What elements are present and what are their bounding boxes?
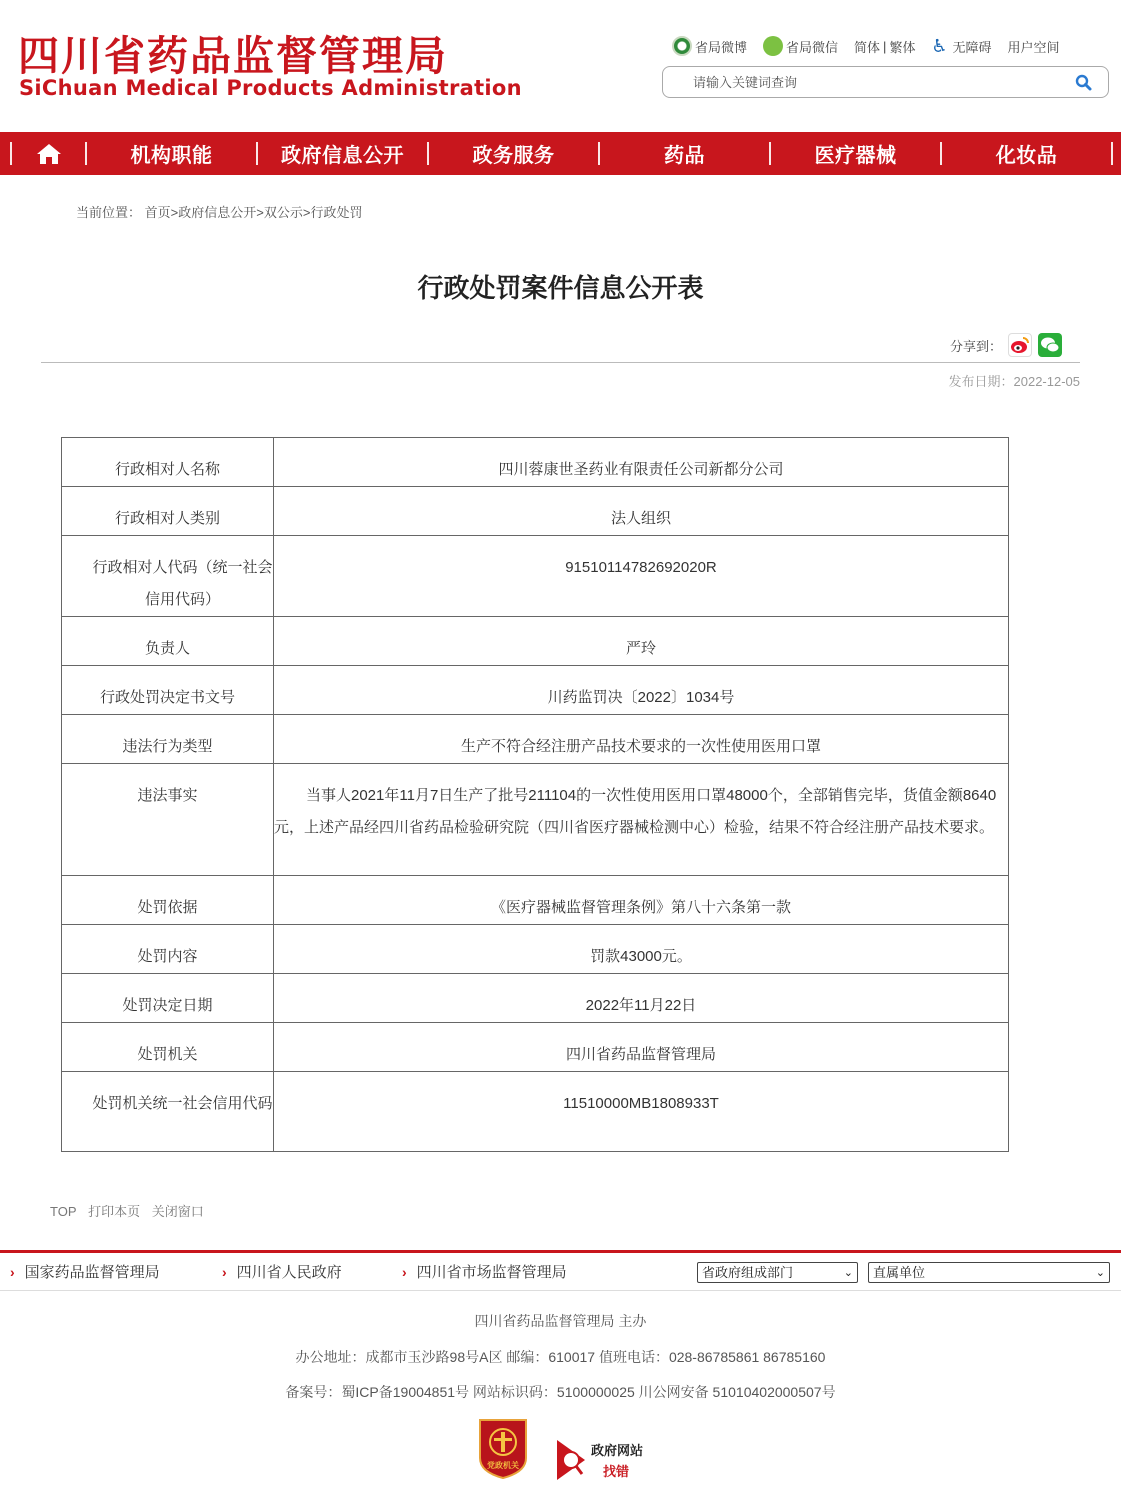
breadcrumb-sep: >	[170, 205, 179, 220]
table-row	[62, 1072, 1009, 1152]
row-label: 处罚机关	[62, 1023, 274, 1072]
breadcrumb-gov-info[interactable]: 政府信息公开	[178, 205, 257, 220]
chevron-down-icon: ⌄	[843, 1267, 853, 1279]
row-label: 负责人	[62, 617, 274, 666]
nav-item-cosmetics[interactable]: 化妆品	[995, 145, 1058, 167]
nav-item-gov-services[interactable]: 政务服务	[472, 145, 555, 167]
share-label: 分享到：	[950, 338, 1003, 354]
table-row	[62, 764, 1009, 876]
row-label: 处罚内容	[62, 925, 274, 974]
error-report-title: 政府网站	[591, 1443, 644, 1458]
share-weibo-button[interactable]	[1008, 333, 1032, 357]
row-label: 处罚机关统一社会信用代码	[62, 1072, 274, 1152]
home-icon	[36, 143, 62, 165]
search-icon	[1074, 73, 1094, 93]
breadcrumb-sep: >	[302, 205, 311, 220]
breadcrumb-prefix: 当前位置：	[76, 205, 142, 220]
row-value: 11510000MB1808933T	[274, 1072, 1009, 1152]
nav-divider	[256, 142, 258, 165]
select-provincial-departments[interactable]	[697, 1262, 858, 1283]
weibo-icon	[672, 36, 692, 56]
site-logo-english[interactable]: SiChuan Medical Products Administration	[19, 76, 522, 100]
simplified-chinese-link[interactable]: 简体	[854, 39, 881, 55]
link-sichuan-gov[interactable]: › 四川省人民政府	[222, 1262, 342, 1283]
table-row	[62, 925, 1009, 974]
row-value: 四川省药品监督管理局	[274, 1023, 1009, 1072]
row-label: 违法行为类型	[62, 715, 274, 764]
breadcrumb-double-publicity[interactable]: 双公示	[263, 205, 303, 220]
breadcrumb	[76, 204, 362, 222]
table-row	[62, 715, 1009, 764]
row-label: 违法事实	[62, 764, 274, 876]
nav-divider	[85, 142, 87, 165]
friend-links-bar	[0, 1253, 1121, 1291]
gov-site-error-report-badge[interactable]	[555, 1438, 665, 1484]
row-label: 处罚依据	[62, 876, 274, 925]
row-value: 四川蓉康世圣药业有限责任公司新都分公司	[274, 438, 1009, 487]
party-gov-badge[interactable]	[476, 1418, 530, 1480]
select-provincial-departments-value: 省政府组成部门	[702, 1265, 794, 1280]
user-space-link[interactable]: 用户空间	[1007, 39, 1060, 55]
nav-item-institution[interactable]: 机构职能	[130, 145, 213, 167]
search-button[interactable]	[1074, 73, 1094, 93]
party-gov-emblem-icon	[476, 1418, 530, 1480]
breadcrumb-penalty[interactable]: 行政处罚	[310, 205, 363, 220]
search-box	[662, 66, 1109, 98]
row-label: 处罚决定日期	[62, 974, 274, 1023]
table-row	[62, 974, 1009, 1023]
party-gov-badge-text: 党政机关	[487, 1461, 519, 1470]
wechat-icon	[763, 36, 783, 56]
close-window-link[interactable]: 关闭窗口	[151, 1204, 204, 1219]
site-logo-chinese[interactable]: 四川省药品监督管理局	[18, 32, 448, 80]
row-label: 行政相对人代码（统一社会信用代码）	[62, 536, 274, 617]
share-wechat-button[interactable]	[1038, 333, 1062, 357]
table-row	[62, 536, 1009, 617]
chevron-down-icon: ⌄	[1095, 1267, 1105, 1279]
row-value: 川药监罚决〔2022〕1034号	[274, 666, 1009, 715]
row-label: 行政相对人名称	[62, 438, 274, 487]
table-row	[62, 1023, 1009, 1072]
search-input[interactable]	[693, 72, 1053, 92]
row-value: 2022年11月22日	[274, 974, 1009, 1023]
page-tools	[50, 1203, 212, 1221]
nav-divider	[427, 142, 429, 165]
title-divider	[41, 362, 1080, 363]
row-label: 行政处罚决定书文号	[62, 666, 274, 715]
wechat-share-icon	[1039, 334, 1061, 356]
link-sichuan-market-supervision[interactable]: › 四川省市场监督管理局	[402, 1262, 567, 1283]
error-report-subtitle: 找错	[603, 1464, 630, 1479]
table-row	[62, 487, 1009, 536]
top-links	[672, 34, 1059, 58]
link-nmpa[interactable]: › 国家药品监督管理局	[10, 1262, 160, 1283]
row-value: 《医疗器械监督管理条例》第八十六条第一款	[274, 876, 1009, 925]
nav-divider	[940, 142, 942, 165]
row-value: 法人组织	[274, 487, 1009, 536]
print-page-link[interactable]: 打印本页	[88, 1204, 141, 1219]
nav-item-drugs[interactable]: 药品	[664, 145, 705, 167]
table-row	[62, 438, 1009, 487]
page-title: 行政处罚案件信息公开表	[417, 273, 704, 303]
language-switch	[854, 37, 915, 56]
publish-date: 发布日期：2022-12-05	[948, 374, 1080, 389]
select-affiliated-units[interactable]	[868, 1262, 1110, 1283]
weibo-share-icon	[1009, 334, 1031, 356]
nav-divider	[1111, 142, 1113, 165]
table-row	[62, 876, 1009, 925]
select-affiliated-units-value: 直属单位	[873, 1265, 926, 1280]
row-value: 生产不符合经注册产品技术要求的一次性使用医用口罩	[274, 715, 1009, 764]
accessibility-icon: ♿	[931, 36, 948, 56]
site-header	[0, 0, 1121, 132]
row-value: 严玲	[274, 617, 1009, 666]
nav-divider	[10, 142, 12, 165]
nav-item-gov-info[interactable]: 政府信息公开	[281, 145, 404, 167]
row-value: 当事人2021年11月7日生产了批号211104的一次性使用医用口罩48000个，全部销售完毕，货值金额8640元，上述产品经四川省药品检验研究院（四川省医疗器械检测中心）检验，结果不符合经注册产品技术要求。	[274, 764, 1009, 876]
language-separator: |	[883, 38, 887, 54]
back-to-top-link[interactable]: TOP	[50, 1204, 77, 1219]
nav-home[interactable]	[12, 132, 85, 175]
nav-divider	[598, 142, 600, 165]
footer-icp: 备案号：蜀ICP备19004851号 网站标识码：5100000025 川公网安备 51010402000507号	[285, 1384, 836, 1400]
accessibility-link-label: 无障碍	[952, 39, 992, 55]
penalty-info-table	[61, 437, 1009, 1152]
row-label: 行政相对人类别	[62, 487, 274, 536]
nav-item-medical-devices[interactable]: 医疗器械	[814, 145, 897, 167]
nav-divider	[769, 142, 771, 165]
table-row	[62, 666, 1009, 715]
main-nav	[0, 132, 1121, 175]
weibo-link-label: 省局微博	[695, 39, 748, 55]
wechat-link[interactable]	[763, 36, 838, 56]
traditional-chinese-link[interactable]: 繁体	[889, 39, 916, 55]
wechat-link-label: 省局微信	[786, 39, 839, 55]
error-report-icon	[555, 1438, 589, 1482]
weibo-link[interactable]	[672, 36, 747, 56]
row-value: 罚款43000元。	[274, 925, 1009, 974]
footer-host: 四川省药品监督管理局 主办	[474, 1313, 647, 1329]
share-bar	[950, 332, 1062, 358]
breadcrumb-sep: >	[256, 205, 264, 220]
table-row	[62, 617, 1009, 666]
accessibility-link[interactable]	[929, 36, 991, 56]
breadcrumb-home[interactable]: 首页	[144, 205, 171, 220]
footer-address: 办公地址：成都市玉沙路98号A区 邮编：610017 值班电话：028-86785861 86785160	[295, 1349, 826, 1365]
row-value: 91510114782692020R	[274, 536, 1009, 617]
